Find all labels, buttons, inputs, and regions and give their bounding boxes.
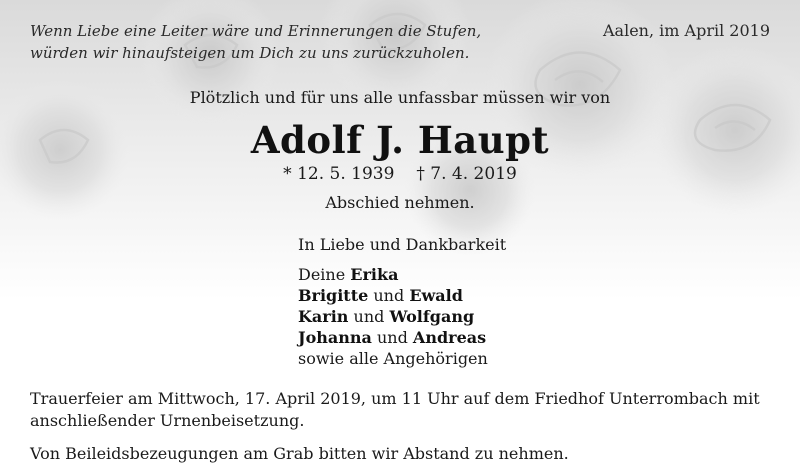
signer-line [298,285,506,306]
signers-lead: In Liebe und Dankbarkeit [298,235,507,254]
signer-name: Andreas [412,328,487,347]
intro-text: Plötzlich und für uns alle unfassbar müssen wir von [189,88,611,107]
footer-text [30,388,780,465]
signers-block [298,234,506,369]
place-date: Aalen, im April 2019 [602,21,770,40]
signer-name: Johanna [298,328,372,347]
signer-name: Erika [350,265,399,284]
life-dates [0,164,800,184]
poem-line: würden wir hinaufsteigen um Dich zu uns zurückzuholen. [30,44,470,62]
poem-verse [30,20,481,64]
funeral-info: Trauerfeier am Mittwoch, 17. April 2019, um 11 Uhr auf dem Friedhof Unterrombach mit anschließender Urnenbeisetzung. [30,389,760,430]
deceased-name: Adolf J. Haupt [250,118,550,162]
birth-date: * 12. 5. 1939 [283,164,395,184]
condolence-note: Von Beileidsbezeugungen am Grab bitten wir Abstand zu nehmen. [30,444,569,463]
poem-line: Wenn Liebe eine Leiter wäre und Erinnerungen die Stufen, [30,22,482,40]
signer-text: Deine [298,265,346,284]
signer-line: sowie alle Angehörigen [298,349,488,368]
signer-text: und [353,307,385,326]
signer-name: Wolfgang [389,307,475,326]
signer-text: und [373,286,405,305]
signer-name: Brigitte [298,286,369,305]
signer-text: und [376,328,408,347]
signer-line [298,306,506,327]
farewell-text: Abschied nehmen. [325,193,475,212]
signer-line [298,327,506,348]
signer-name: Karin [298,307,349,326]
signer-name: Ewald [409,286,463,305]
death-date: † 7. 4. 2019 [416,164,517,184]
signer-line [298,264,506,285]
